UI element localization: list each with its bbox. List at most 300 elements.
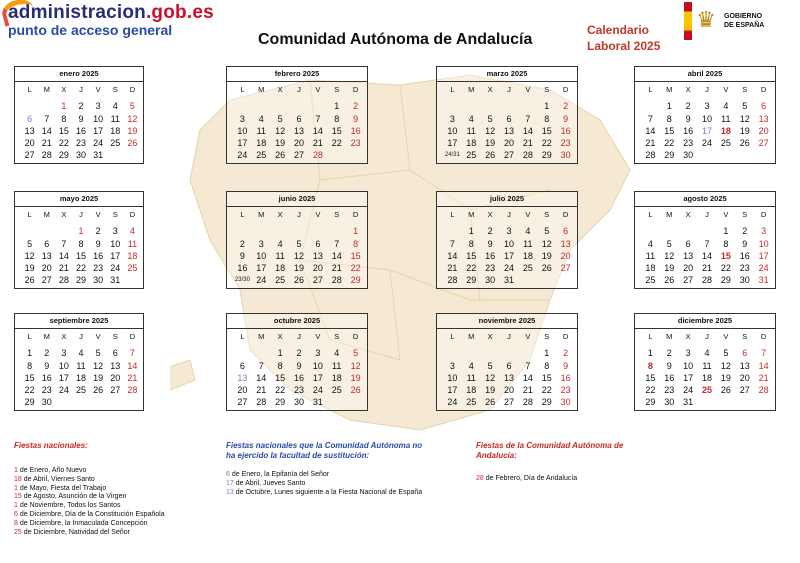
day-cell: 29 <box>75 275 86 286</box>
day-cell: 26 <box>293 275 304 286</box>
day-cell: 10 <box>256 250 267 261</box>
day-cell: 30 <box>560 150 571 161</box>
day-cell: 13 <box>41 250 52 261</box>
weekday-header: V <box>525 332 531 341</box>
day-cell: 24 <box>312 385 323 396</box>
day-cell: 11 <box>110 113 120 124</box>
month-enero <box>14 66 144 164</box>
day-cell: 2 <box>685 101 691 112</box>
day-cell: 8 <box>61 113 67 124</box>
day-cell: 6 <box>44 238 50 249</box>
weekday-header: D <box>562 332 569 341</box>
day-cell: 28 <box>701 275 712 286</box>
weekday-header: X <box>61 85 67 94</box>
holiday-item: 6 de Enero, la Epifanía del Señor <box>226 471 330 478</box>
notes-ccaa-title: Fiestas de la Comunidad Autónoma de Andalucía: <box>476 441 624 460</box>
empty-cell <box>308 225 327 237</box>
month-febrero <box>226 66 368 164</box>
day-cell: 31 <box>93 150 104 161</box>
day-cell: 27 <box>237 397 248 408</box>
month-name: diciembre 2025 <box>635 314 775 329</box>
day-cell: 3 <box>112 226 118 237</box>
empty-cell <box>233 347 252 359</box>
day-cell: 19 <box>24 263 35 274</box>
day-cell: 30 <box>739 275 750 286</box>
weekday-header: L <box>648 85 653 94</box>
day-cell: 20 <box>739 372 750 383</box>
weekday-header: D <box>352 332 359 341</box>
day-cell: 14 <box>41 125 52 136</box>
day-cell: 5 <box>666 238 672 249</box>
day-cell: 2 <box>296 348 302 359</box>
day-cell: 23 <box>93 263 104 274</box>
weekday-header: J <box>507 332 511 341</box>
weekday-header: J <box>507 210 511 219</box>
day-cell: 24/31 <box>444 152 460 159</box>
weekday-header: M <box>43 332 50 341</box>
day-cell: 5 <box>27 238 33 249</box>
weekday-header: V <box>95 85 101 94</box>
day-cell: 9 <box>296 360 302 371</box>
day-cell: 15 <box>645 372 656 383</box>
weekday-header: L <box>648 210 653 219</box>
day-cell: 25 <box>645 275 656 286</box>
day-cell: 12 <box>127 113 138 124</box>
day-cell: 13 <box>560 238 571 249</box>
day-cell: 9 <box>666 360 672 371</box>
weekday-header: S <box>112 85 118 94</box>
day-cell: 30 <box>93 275 104 286</box>
day-cell: 14 <box>645 125 656 136</box>
month-grid <box>635 329 775 410</box>
day-cell: 6 <box>112 348 118 359</box>
day-cell: 13 <box>503 125 514 136</box>
month-grid <box>15 329 143 410</box>
weekday-header: J <box>79 85 83 94</box>
day-cell: 18 <box>720 125 731 136</box>
month-grid <box>635 207 775 288</box>
day-cell: 19 <box>739 125 750 136</box>
day-cell: 1 <box>723 226 729 237</box>
day-cell: 25 <box>720 138 731 149</box>
day-cell: 17 <box>312 372 323 383</box>
day-cell: 29 <box>541 397 552 408</box>
day-cell: 24 <box>58 385 69 396</box>
day-cell: 9 <box>353 113 359 124</box>
weekday-header: D <box>129 85 136 94</box>
weekday-header: M <box>468 332 475 341</box>
day-cell: 12 <box>485 372 496 383</box>
day-cell: 11 <box>256 125 266 136</box>
day-cell: 12 <box>350 360 361 371</box>
weekday-header: V <box>95 332 101 341</box>
day-cell: 1 <box>353 226 359 237</box>
day-cell: 15 <box>275 372 286 383</box>
day-cell: 31 <box>683 397 694 408</box>
day-cell: 24 <box>701 138 712 149</box>
weekday-header: V <box>723 210 729 219</box>
weekday-header: X <box>61 332 67 341</box>
day-cell: 4 <box>468 113 474 124</box>
month-grid <box>227 82 367 163</box>
day-cell: 13 <box>739 360 750 371</box>
day-cell: 19 <box>93 372 104 383</box>
weekday-header: V <box>315 210 321 219</box>
empty-cell <box>481 100 500 112</box>
day-cell: 18 <box>110 125 121 136</box>
day-cell: 5 <box>95 348 101 359</box>
weekday-header: X <box>277 210 283 219</box>
day-cell: 21 <box>758 372 769 383</box>
day-cell: 13 <box>110 360 121 371</box>
day-cell: 26 <box>485 397 496 408</box>
day-cell: 7 <box>258 360 264 371</box>
empty-cell <box>481 347 500 359</box>
day-cell: 14 <box>758 360 769 371</box>
weekday-header: X <box>685 332 691 341</box>
day-cell: 7 <box>334 238 340 249</box>
day-cell: 12 <box>24 250 35 261</box>
day-cell: 10 <box>701 113 712 124</box>
day-cell: 15 <box>720 250 731 261</box>
month-grid <box>437 82 577 163</box>
day-cell: 9 <box>563 360 569 371</box>
month-diciembre <box>634 313 776 411</box>
day-cell: 12 <box>293 250 304 261</box>
day-cell: 30 <box>293 397 304 408</box>
weekday-header: L <box>648 332 653 341</box>
day-cell: 3 <box>258 238 264 249</box>
day-cell: 2 <box>239 238 245 249</box>
day-cell: 22 <box>466 263 477 274</box>
weekday-header: V <box>315 85 321 94</box>
day-cell: 7 <box>44 113 50 124</box>
day-cell: 16 <box>293 372 304 383</box>
month-agosto <box>634 191 776 289</box>
weekday-header: D <box>760 85 767 94</box>
day-cell: 25 <box>466 397 477 408</box>
day-cell: 4 <box>647 238 653 249</box>
day-cell: 29 <box>275 397 286 408</box>
month-grid <box>437 329 577 410</box>
day-cell: 23 <box>293 385 304 396</box>
weekday-header: S <box>334 210 340 219</box>
day-cell: 2 <box>563 348 569 359</box>
day-cell: 20 <box>24 138 35 149</box>
day-cell: 21 <box>127 372 138 383</box>
weekday-header: S <box>334 85 340 94</box>
day-cell: 8 <box>27 360 33 371</box>
day-cell: 23 <box>683 138 694 149</box>
day-cell: 11 <box>466 372 476 383</box>
day-cell: 21 <box>312 138 323 149</box>
weekday-header: X <box>487 210 493 219</box>
day-cell: 27 <box>739 385 750 396</box>
day-cell: 5 <box>129 101 135 112</box>
day-cell: 24 <box>256 275 267 286</box>
day-cell: 1 <box>61 101 67 112</box>
day-cell: 28 <box>758 385 769 396</box>
day-cell: 6 <box>506 113 512 124</box>
weekday-header: V <box>315 332 321 341</box>
holiday-item: 17 de Abril, Jueves Santo <box>226 479 306 487</box>
empty-cell <box>271 225 290 237</box>
day-cell: 16 <box>739 250 750 261</box>
day-cell: 3 <box>685 348 691 359</box>
day-cell: 29 <box>58 150 69 161</box>
weekday-header: S <box>544 85 550 94</box>
empty-cell <box>290 100 309 112</box>
day-cell: 6 <box>506 360 512 371</box>
day-cell: 4 <box>468 360 474 371</box>
month-grid <box>227 207 367 288</box>
day-cell: 16 <box>350 125 361 136</box>
holiday-item: 18 de Abril, Viernes Santo <box>14 475 95 483</box>
day-cell: 13 <box>237 372 248 383</box>
logo-administracion[interactable] <box>8 2 214 38</box>
day-cell: 4 <box>723 101 729 112</box>
day-cell: 12 <box>664 250 675 261</box>
day-cell: 5 <box>723 348 729 359</box>
day-cell: 28 <box>58 275 69 286</box>
weekday-header: L <box>450 210 455 219</box>
day-cell: 15 <box>541 372 552 383</box>
month-septiembre <box>14 313 144 411</box>
weekday-header: V <box>95 210 101 219</box>
day-cell: 11 <box>332 360 342 371</box>
weekday-header: L <box>240 85 245 94</box>
day-cell: 23 <box>75 138 86 149</box>
day-cell: 5 <box>353 348 359 359</box>
day-cell: 22 <box>664 138 675 149</box>
day-cell: 24 <box>237 150 248 161</box>
month-julio <box>436 191 578 289</box>
day-cell: 26 <box>664 275 675 286</box>
holiday-item: 1 de Enero, Año Nuevo <box>14 467 87 474</box>
weekday-header: X <box>685 85 691 94</box>
day-cell: 29 <box>645 397 656 408</box>
day-cell: 8 <box>277 360 283 371</box>
day-cell: 27 <box>110 385 121 396</box>
holiday-item: 15 de Agosto, Asunción de la Virgen <box>14 493 127 501</box>
day-cell: 22 <box>645 385 656 396</box>
day-cell: 16 <box>237 263 248 274</box>
weekday-header: S <box>112 210 118 219</box>
day-cell: 6 <box>296 113 302 124</box>
month-marzo <box>436 66 578 164</box>
day-cell: 10 <box>312 360 323 371</box>
day-cell: 2 <box>563 101 569 112</box>
day-cell: 8 <box>723 238 729 249</box>
month-junio <box>226 191 368 289</box>
empty-cell <box>55 225 72 237</box>
day-cell: 16 <box>93 250 104 261</box>
day-cell: 30 <box>75 150 86 161</box>
month-noviembre <box>436 313 578 411</box>
day-cell: 9 <box>742 238 748 249</box>
day-cell: 2 <box>78 101 84 112</box>
day-cell: 8 <box>78 238 84 249</box>
day-cell: 22 <box>720 263 731 274</box>
day-cell: 29 <box>24 397 35 408</box>
day-cell: 7 <box>129 348 135 359</box>
weekday-header: M <box>468 210 475 219</box>
day-cell: 15 <box>24 372 35 383</box>
day-cell: 21 <box>522 385 533 396</box>
day-cell: 17 <box>110 250 121 261</box>
day-cell: 13 <box>503 372 514 383</box>
weekday-header: L <box>450 85 455 94</box>
day-cell: 17 <box>701 125 712 136</box>
weekday-header: M <box>666 210 673 219</box>
day-cell: 18 <box>331 372 342 383</box>
day-cell: 1 <box>27 348 33 359</box>
weekday-header: X <box>487 332 493 341</box>
day-cell: 22 <box>331 138 342 149</box>
day-cell: 4 <box>258 113 264 124</box>
day-cell: 23 <box>350 138 361 149</box>
day-cell: 15 <box>58 125 69 136</box>
day-cell: 18 <box>466 138 477 149</box>
month-name: noviembre 2025 <box>437 314 577 329</box>
day-cell: 26 <box>485 150 496 161</box>
day-cell: 28 <box>127 385 138 396</box>
weekday-header: V <box>525 210 531 219</box>
month-name: julio 2025 <box>437 192 577 207</box>
day-cell: 22 <box>350 263 361 274</box>
day-cell: 18 <box>645 263 656 274</box>
day-cell: 3 <box>95 101 101 112</box>
day-cell: 27 <box>503 150 514 161</box>
day-cell: 6 <box>239 360 245 371</box>
day-cell: 13 <box>24 125 35 136</box>
day-cell: 25 <box>701 385 712 396</box>
weekday-header: J <box>79 210 83 219</box>
day-cell: 28 <box>331 275 342 286</box>
day-cell: 18 <box>127 250 138 261</box>
holiday-item: 8 de Diciembre, la Inmaculada Concepción <box>14 519 148 527</box>
day-cell: 7 <box>315 113 321 124</box>
day-cell: 3 <box>449 360 455 371</box>
day-cell: 28 <box>645 150 656 161</box>
empty-cell <box>698 225 717 237</box>
empty-cell <box>443 225 462 237</box>
day-cell: 1 <box>647 348 653 359</box>
calendar-title: Calendario Laboral 2025 <box>587 23 661 53</box>
day-cell: 14 <box>312 125 323 136</box>
day-cell: 23 <box>739 263 750 274</box>
empty-cell <box>462 347 481 359</box>
day-cell: 9 <box>685 113 691 124</box>
empty-cell <box>641 225 660 237</box>
day-cell: 20 <box>237 385 248 396</box>
holiday-item: 25 de Diciembre, Natividad del Señor <box>14 528 130 536</box>
day-cell: 22 <box>275 385 286 396</box>
weekday-header: L <box>27 332 32 341</box>
day-cell: 22 <box>24 385 35 396</box>
empty-cell <box>252 225 271 237</box>
day-cell: 27 <box>293 150 304 161</box>
empty-cell <box>252 347 271 359</box>
empty-cell <box>271 100 290 112</box>
day-cell: 23 <box>41 385 52 396</box>
day-cell: 9 <box>487 238 493 249</box>
day-cell: 2 <box>353 101 359 112</box>
day-cell: 5 <box>487 360 493 371</box>
day-cell: 14 <box>522 125 533 136</box>
empty-cell <box>252 100 271 112</box>
day-cell: 15 <box>350 250 361 261</box>
day-cell: 19 <box>350 372 361 383</box>
month-name: enero 2025 <box>15 67 143 82</box>
day-cell: 25 <box>466 150 477 161</box>
day-cell: 25 <box>275 275 286 286</box>
empty-cell <box>233 100 252 112</box>
day-cell: 27 <box>312 275 323 286</box>
day-cell: 10 <box>58 360 69 371</box>
month-name: octubre 2025 <box>227 314 367 329</box>
day-cell: 31 <box>503 275 514 286</box>
day-cell: 10 <box>93 113 104 124</box>
day-cell: 29 <box>664 150 675 161</box>
day-cell: 22 <box>58 138 69 149</box>
notes-nacionales <box>14 441 184 537</box>
day-cell: 23 <box>560 138 571 149</box>
day-cell: 2 <box>666 348 672 359</box>
day-cell: 3 <box>61 348 67 359</box>
day-cell: 15 <box>75 250 86 261</box>
day-cell: 21 <box>41 138 52 149</box>
empty-cell <box>233 225 252 237</box>
day-cell: 8 <box>468 238 474 249</box>
day-cell: 1 <box>277 348 283 359</box>
day-cell: 29 <box>350 275 361 286</box>
weekday-header: V <box>723 85 729 94</box>
month-name: junio 2025 <box>227 192 367 207</box>
month-name: marzo 2025 <box>437 67 577 82</box>
day-cell: 12 <box>541 238 552 249</box>
day-cell: 8 <box>666 113 672 124</box>
weekday-header: S <box>544 332 550 341</box>
day-cell: 26 <box>720 385 731 396</box>
month-grid <box>227 329 367 410</box>
day-cell: 20 <box>503 385 514 396</box>
month-name: febrero 2025 <box>227 67 367 82</box>
holiday-item: 1 de Mayo, Fiesta del Trabajo <box>14 484 107 492</box>
weekday-header: S <box>544 210 550 219</box>
gov-label: GOBIERNO DE ESPAÑA <box>724 13 765 29</box>
day-cell: 6 <box>761 101 767 112</box>
day-cell: 7 <box>525 360 531 371</box>
weekday-header: J <box>705 85 709 94</box>
day-cell: 7 <box>761 348 767 359</box>
day-cell: 10 <box>683 360 694 371</box>
day-cell: 8 <box>647 360 653 371</box>
day-cell: 25 <box>110 138 121 149</box>
day-cell: 28 <box>522 397 533 408</box>
day-cell: 20 <box>312 263 323 274</box>
empty-cell <box>290 225 309 237</box>
weekday-header: S <box>334 332 340 341</box>
day-cell: 30 <box>41 397 52 408</box>
day-cell: 11 <box>127 238 138 249</box>
day-cell: 6 <box>685 238 691 249</box>
day-cell: 29 <box>541 150 552 161</box>
day-cell: 13 <box>293 125 304 136</box>
empty-cell <box>641 100 660 112</box>
weekday-header: J <box>297 210 301 219</box>
day-cell: 1 <box>78 226 84 237</box>
